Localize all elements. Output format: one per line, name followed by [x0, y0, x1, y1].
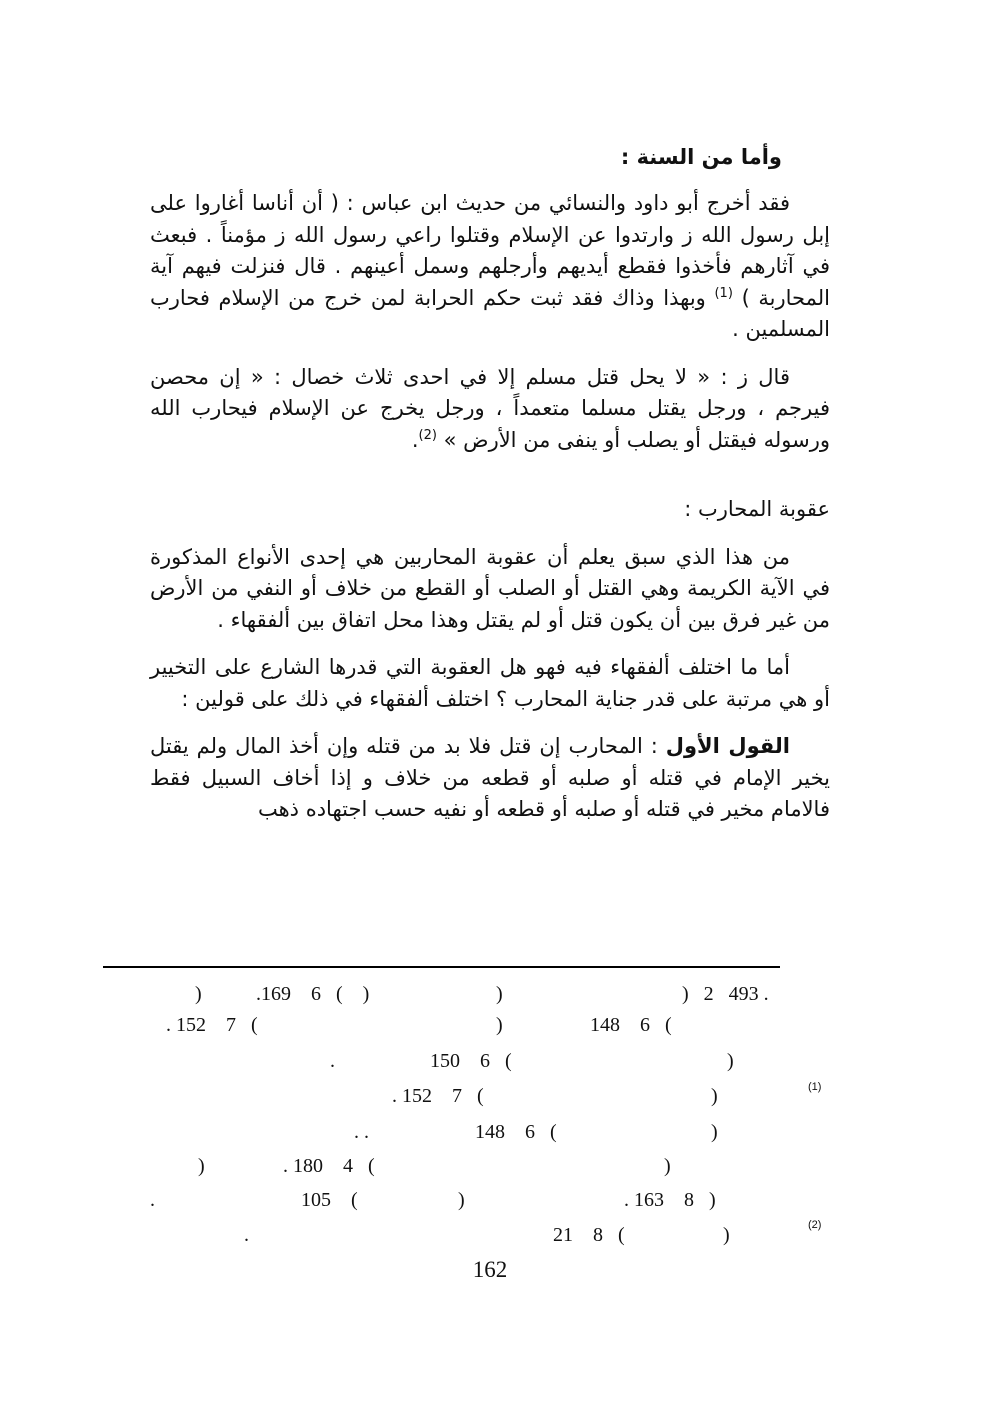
body-text-lower	[150, 494, 830, 842]
footnote-ref-1: (1)	[714, 285, 733, 301]
paragraph-punishment-types: من هذا الذي سبق يعلم أن عقوبة المحاربين هي إحدى الأنواع المذكورة في الآية الكريمة وهي القتل أو الصلب أو القطع من خلاف أو النفي من الأرض من غير فرق بين أن يكون قتل أو لم يقتل وهذا محل اتفاق بين ألفقهاء .	[150, 544, 830, 632]
paragraph-jurists-dispute: أما ما اختلف ألفقهاء فيه فهو هل العقوبة التي قدرها الشارع على التخيير أو هي مرتبة على قدر جناية المحارب ؟ اختلف ألفقهاء في ذلك على قولين :	[150, 655, 830, 711]
footnote-fragment: 105 (	[301, 1189, 358, 1211]
footnote-fragment: )	[711, 1085, 718, 1107]
footnote-separator	[103, 966, 780, 968]
footnote-fragment: 21 8 (	[553, 1224, 625, 1246]
footnote-fragment: . 152 7 (	[166, 1014, 258, 1036]
footnote-fragment: .169 6 ( )	[256, 983, 370, 1005]
footnote-marker: (2)	[808, 1219, 822, 1231]
paragraph-first-opinion: القول الأول : المحارب إن قتل فلا بد من قتله وإن أخذ المال ولم يقتل يخير الإمام في قتله أو صلبه أو قطعه من خلاف و إذا أخاف السبيل فقط فالامام مخير في قتله أو صلبه أو قطعه أو نفيه حسب اجتهاده ذهب	[150, 734, 830, 821]
footnote-fragment: . 180 4 (	[283, 1155, 375, 1177]
footnote-fragment: .	[244, 1224, 249, 1246]
footnote-fragment: )	[723, 1224, 730, 1246]
footnote-fragment: 148 6 (	[475, 1121, 557, 1143]
footnote-fragment: . 152 7 (	[392, 1085, 484, 1107]
footnote-fragment: )	[458, 1189, 465, 1211]
footnote-fragment: )	[195, 983, 202, 1005]
footnote-fragment: 148 6 (	[590, 1014, 672, 1036]
page-number: 162	[472, 1257, 508, 1282]
footnote-fragment: )	[711, 1121, 718, 1143]
footnote-fragment: )	[496, 983, 503, 1005]
subheading-punishment: عقوبة المحارب :	[684, 497, 830, 521]
footnote-fragment: )	[496, 1014, 503, 1036]
footnote-fragment: )	[727, 1050, 734, 1072]
paragraph-hadith-ibn-abbas: فقد أخرج أبو داود والنسائي من حديث ابن عباس : ( أن أناسا أغاروا على إبل رسول الله ز وارتدوا عن الإسلام وقتلوا راعي رسول الله ز مؤمناً . فبعث في آثارهم فأخذوا فقطع أيديهم وأرجلهم وسمل أعينهم . قال فنزلت فيهم آية المحاربة ) $^{(1)}$ وبهذا وذاك فقد ثبت حكم الحرابة لمن خرج من الإسلام فحارب المسلمين .	[150, 191, 830, 341]
footnote-fragment: . .	[354, 1121, 369, 1143]
footnote-ref-2: (2)	[418, 427, 437, 443]
first-opinion-label: القول الأول	[665, 734, 790, 758]
footnote-fragment: )	[198, 1155, 205, 1177]
footnote-fragment: )	[664, 1155, 671, 1177]
footnote-fragment: .	[330, 1050, 335, 1072]
footnote-marker: (1)	[808, 1081, 822, 1093]
body-text-upper	[150, 188, 830, 472]
footnote-fragment: ) 2 493 .	[682, 983, 769, 1005]
paragraph-hadith-three-cases: قال ز : « لا يحل قتل مسلم إلا في احدى ثلاث خصال : « إن محصن فيرجم ، ورجل يقتل مسلما متعمداً ، ورجل يخرج عن الإسلام فيحارب الله ورسوله فيقتل أو يصلب أو ينفى من الأرض » $^{(2)}$.	[150, 364, 830, 452]
footnote-fragment: . 163 8 )	[624, 1189, 716, 1211]
footnote-fragment: .	[150, 1189, 155, 1211]
section-heading: وأما من السنة :	[620, 145, 782, 169]
footnote-fragment: 150 6 (	[430, 1050, 512, 1072]
